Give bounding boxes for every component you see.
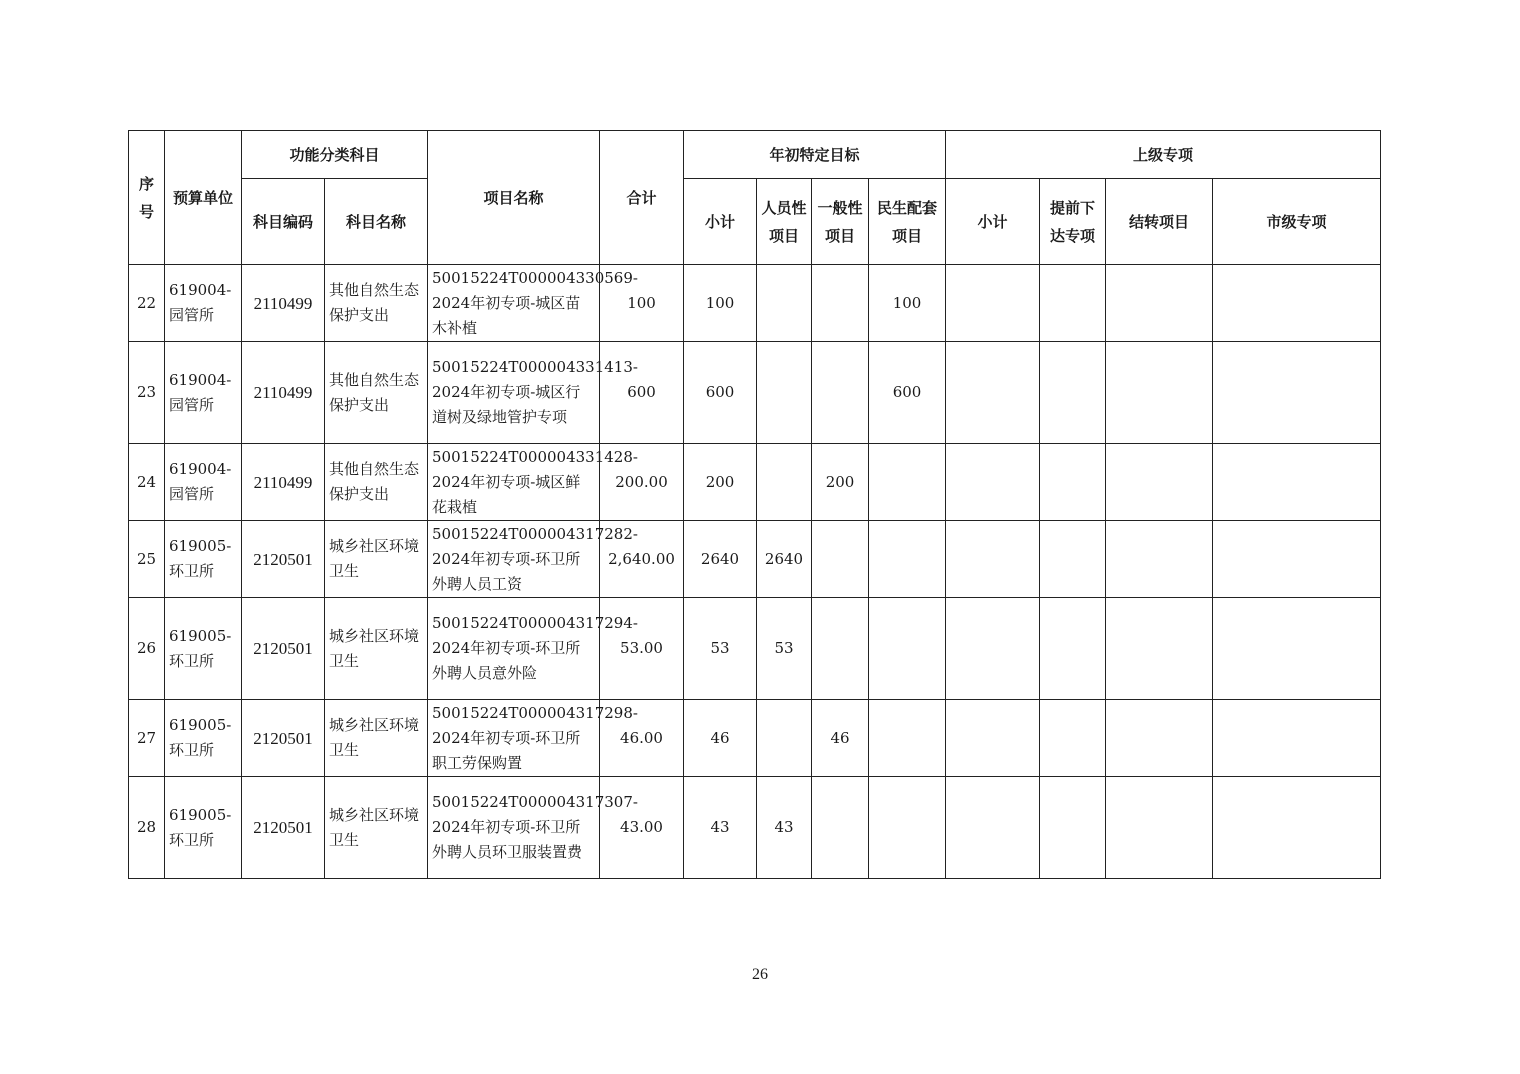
cell-upper-advance <box>1040 265 1106 342</box>
header-year-general: 一般性项目 <box>812 179 869 265</box>
cell-name: 城乡社区环境卫生 <box>325 700 428 777</box>
cell-name: 城乡社区环境卫生 <box>325 521 428 598</box>
header-upper-carryover: 结转项目 <box>1106 179 1213 265</box>
cell-total: 100 <box>600 265 684 342</box>
cell-upper-city <box>1213 444 1381 521</box>
cell-code: 2110499 <box>242 265 325 342</box>
cell-upper-subtotal <box>946 521 1040 598</box>
cell-project: 50015224T000004331428-2024年初专项-城区鲜花栽植 <box>428 444 600 521</box>
cell-year-livelihood: 100 <box>869 265 946 342</box>
cell-year-subtotal: 43 <box>684 777 757 879</box>
cell-project: 50015224T000004317298-2024年初专项-环卫所职工劳保购置 <box>428 700 600 777</box>
cell-unit: 619004-园管所 <box>165 265 242 342</box>
cell-year-general <box>812 598 869 700</box>
cell-upper-carryover <box>1106 265 1213 342</box>
cell-upper-city <box>1213 598 1381 700</box>
cell-upper-subtotal <box>946 777 1040 879</box>
cell-upper-advance <box>1040 444 1106 521</box>
table-row <box>129 521 1381 598</box>
cell-upper-carryover <box>1106 342 1213 444</box>
cell-upper-subtotal <box>946 444 1040 521</box>
cell-seq: 24 <box>129 444 165 521</box>
cell-upper-city <box>1213 521 1381 598</box>
header-upper-advance: 提前下达专项 <box>1040 179 1106 265</box>
cell-code: 2110499 <box>242 444 325 521</box>
cell-code: 2120501 <box>242 700 325 777</box>
cell-year-subtotal: 2640 <box>684 521 757 598</box>
cell-year-livelihood: 600 <box>869 342 946 444</box>
cell-year-livelihood <box>869 777 946 879</box>
cell-project: 50015224T000004330569-2024年初专项-城区苗木补植 <box>428 265 600 342</box>
cell-total: 600 <box>600 342 684 444</box>
header-func-code: 科目编码 <box>242 179 325 265</box>
cell-upper-city <box>1213 700 1381 777</box>
header-func-name: 科目名称 <box>325 179 428 265</box>
cell-year-general: 200 <box>812 444 869 521</box>
header-upper-group: 上级专项 <box>946 131 1381 179</box>
cell-total: 53.00 <box>600 598 684 700</box>
table-row <box>129 598 1381 700</box>
header-project-name: 项目名称 <box>428 131 600 265</box>
cell-year-subtotal: 46 <box>684 700 757 777</box>
cell-upper-city <box>1213 265 1381 342</box>
cell-year-personnel <box>757 265 812 342</box>
cell-year-livelihood <box>869 598 946 700</box>
table-row <box>129 444 1381 521</box>
cell-project: 50015224T000004317294-2024年初专项-环卫所外聘人员意外险 <box>428 598 600 700</box>
cell-project: 50015224T000004317307-2024年初专项-环卫所外聘人员环卫服装置费 <box>428 777 600 879</box>
cell-upper-carryover <box>1106 444 1213 521</box>
header-upper-city: 市级专项 <box>1213 179 1381 265</box>
table-body <box>129 265 1381 879</box>
cell-year-personnel <box>757 444 812 521</box>
cell-year-subtotal: 200 <box>684 444 757 521</box>
cell-year-general: 46 <box>812 700 869 777</box>
cell-year-livelihood <box>869 521 946 598</box>
cell-seq: 25 <box>129 521 165 598</box>
cell-unit: 619005-环卫所 <box>165 521 242 598</box>
cell-year-personnel: 43 <box>757 777 812 879</box>
cell-name: 城乡社区环境卫生 <box>325 777 428 879</box>
cell-year-subtotal: 53 <box>684 598 757 700</box>
cell-year-subtotal: 100 <box>684 265 757 342</box>
cell-upper-advance <box>1040 777 1106 879</box>
cell-upper-carryover <box>1106 521 1213 598</box>
cell-name: 城乡社区环境卫生 <box>325 598 428 700</box>
cell-upper-carryover <box>1106 700 1213 777</box>
cell-year-general <box>812 777 869 879</box>
cell-upper-advance <box>1040 598 1106 700</box>
page-number: 26 <box>752 966 768 983</box>
cell-seq: 23 <box>129 342 165 444</box>
header-year-personnel: 人员性项目 <box>757 179 812 265</box>
table-row <box>129 777 1381 879</box>
cell-year-general <box>812 265 869 342</box>
cell-year-subtotal: 600 <box>684 342 757 444</box>
cell-upper-advance <box>1040 521 1106 598</box>
cell-upper-subtotal <box>946 265 1040 342</box>
table-row <box>129 265 1381 342</box>
cell-seq: 26 <box>129 598 165 700</box>
header-year-group: 年初特定目标 <box>684 131 946 179</box>
header-upper-subtotal: 小计 <box>946 179 1040 265</box>
cell-upper-subtotal <box>946 342 1040 444</box>
cell-project: 50015224T000004331413-2024年初专项-城区行道树及绿地管护专项 <box>428 342 600 444</box>
cell-code: 2120501 <box>242 598 325 700</box>
cell-unit: 619004-园管所 <box>165 342 242 444</box>
cell-upper-carryover <box>1106 598 1213 700</box>
cell-year-personnel: 53 <box>757 598 812 700</box>
cell-total: 2,640.00 <box>600 521 684 598</box>
cell-unit: 619005-环卫所 <box>165 777 242 879</box>
header-unit: 预算单位 <box>165 131 242 265</box>
header-total: 合计 <box>600 131 684 265</box>
cell-year-livelihood <box>869 444 946 521</box>
table-row <box>129 700 1381 777</box>
header-year-subtotal: 小计 <box>684 179 757 265</box>
cell-year-general <box>812 342 869 444</box>
cell-seq: 28 <box>129 777 165 879</box>
cell-total: 200.00 <box>600 444 684 521</box>
cell-year-personnel: 2640 <box>757 521 812 598</box>
cell-upper-subtotal <box>946 598 1040 700</box>
cell-name: 其他自然生态保护支出 <box>325 444 428 521</box>
cell-upper-subtotal <box>946 700 1040 777</box>
header-seq: 序号 <box>129 131 165 265</box>
cell-unit: 619004-园管所 <box>165 444 242 521</box>
cell-year-personnel <box>757 342 812 444</box>
header-year-livelihood: 民生配套项目 <box>869 179 946 265</box>
cell-year-personnel <box>757 700 812 777</box>
cell-total: 46.00 <box>600 700 684 777</box>
cell-seq: 22 <box>129 265 165 342</box>
table-row <box>129 342 1381 444</box>
cell-unit: 619005-环卫所 <box>165 598 242 700</box>
cell-upper-advance <box>1040 342 1106 444</box>
cell-upper-city <box>1213 777 1381 879</box>
cell-seq: 27 <box>129 700 165 777</box>
cell-name: 其他自然生态保护支出 <box>325 265 428 342</box>
header-func-group: 功能分类科目 <box>242 131 428 179</box>
cell-year-general <box>812 521 869 598</box>
cell-name: 其他自然生态保护支出 <box>325 342 428 444</box>
cell-project: 50015224T000004317282-2024年初专项-环卫所外聘人员工资 <box>428 521 600 598</box>
cell-code: 2120501 <box>242 777 325 879</box>
cell-upper-city <box>1213 342 1381 444</box>
cell-upper-carryover <box>1106 777 1213 879</box>
budget-table <box>128 130 1381 879</box>
cell-total: 43.00 <box>600 777 684 879</box>
cell-code: 2120501 <box>242 521 325 598</box>
cell-code: 2110499 <box>242 342 325 444</box>
table-header <box>129 131 1381 265</box>
cell-year-livelihood <box>869 700 946 777</box>
cell-upper-advance <box>1040 700 1106 777</box>
cell-unit: 619005-环卫所 <box>165 700 242 777</box>
